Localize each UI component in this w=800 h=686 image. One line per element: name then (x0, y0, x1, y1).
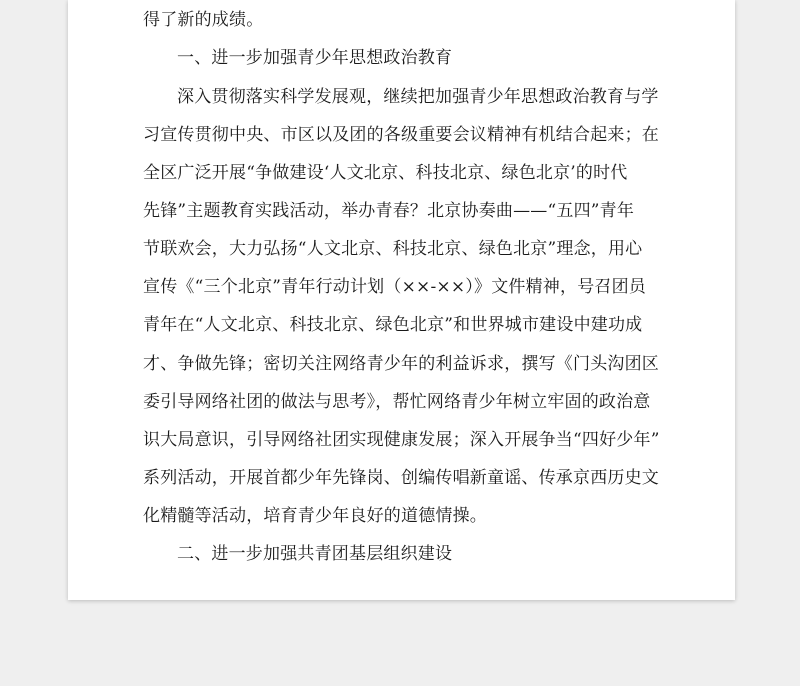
body-line: 节联欢会，大力弘扬“人文北京、科技北京、绿色北京”理念，用心 (143, 239, 643, 259)
body-line: 才、争做先锋；密切关注网络青少年的利益诉求，撰写《门头沟团区 (143, 354, 659, 374)
body-line: 先锋”主题教育实践活动，举办青春？北京协奏曲——“五四”青年 (143, 201, 635, 221)
body-line: 青年在“人文北京、科技北京、绿色北京”和世界城市建设中建功成 (143, 315, 643, 335)
body-line: 化精髓等活动，培育青少年良好的道德情操。 (143, 506, 487, 526)
document-page (68, 0, 735, 600)
section-heading-2: 二、进一步加强共青团基层组织建设 (177, 544, 453, 564)
section-heading-1: 一、进一步加强青少年思想政治教育 (177, 48, 453, 68)
body-line: 识大局意识，引导网络社团实现健康发展；深入开展争当“四好少年” (143, 430, 660, 450)
body-line: 习宣传贯彻中央、市区以及团的各级重要会议精神有机结合起来；在 (143, 125, 659, 145)
body-line: 委引导网络社团的做法与思考》，帮忙网络青少年树立牢固的政治意 (143, 392, 651, 412)
body-line: 全区广泛开展“争做建设‘人文北京、科技北京、绿色北京’的时代 (143, 163, 628, 183)
paragraph-first-line: 深入贯彻落实科学发展观，继续把加强青少年思想政治教育与学 (177, 87, 659, 107)
body-line: 宣传《“三个北京”青年行动计划（××-××）》文件精神，号召团员 (143, 277, 647, 297)
body-line: 得了新的成绩。 (143, 10, 264, 30)
body-line: 系列活动，开展首都少年先锋岗、创编传唱新童谣、传承京西历史文 (143, 468, 659, 488)
